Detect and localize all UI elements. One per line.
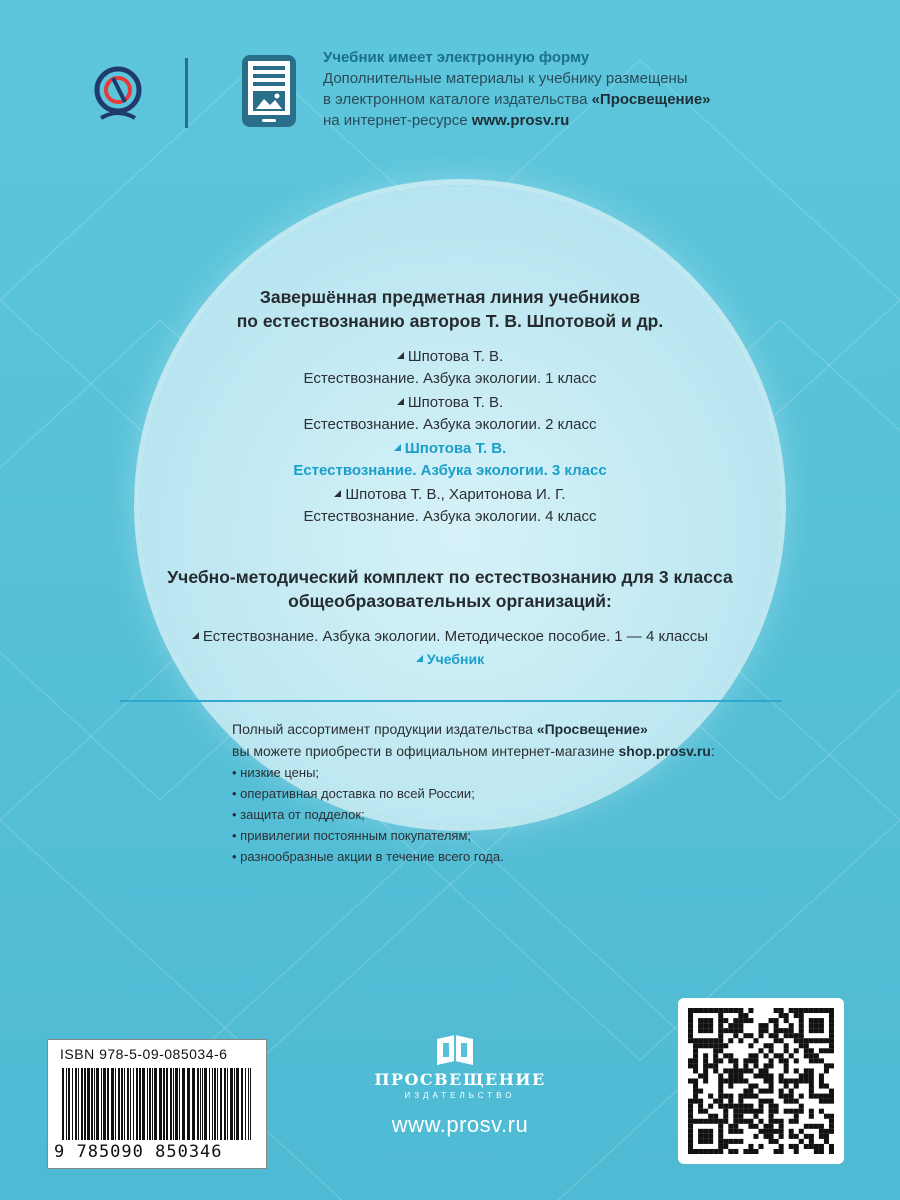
kit-title-line2: общеобразовательных организаций: <box>288 591 612 611</box>
shop-line2: вы можете приобрести в официальном интернет-магазине shop.prosv.ru: <box>232 743 715 759</box>
triangle-bullet-icon <box>394 444 401 451</box>
eform-line2: в электронном каталоге издательства «Просвещение» <box>323 91 711 108</box>
series-title-line2: по естествознанию авторов Т. В. Шпотовой и др. <box>236 311 664 331</box>
book-item <box>0 392 900 436</box>
publisher-name: ПРОСВЕЩЕНИЕ <box>374 1070 546 1089</box>
triangle-bullet-icon <box>397 398 404 405</box>
book-title: Естествознание. Азбука экологии. 3 класс <box>293 462 607 479</box>
section-divider <box>120 700 782 702</box>
isbn-barcode-box <box>47 1039 267 1169</box>
publisher-logo-icon <box>375 1035 535 1071</box>
book-item <box>0 346 900 390</box>
shop-line1: Полный ассортимент продукции издательства «Просвещение» <box>232 721 648 737</box>
eform-line3: на интернет-ресурсе www.prosv.ru <box>323 112 570 129</box>
eform-logo-icon <box>93 60 143 126</box>
kit-item-textbook: Учебник <box>0 648 900 670</box>
book-item <box>0 484 900 528</box>
series-title <box>0 285 900 333</box>
shop-benefit: • разнообразные акции в течение всего года. <box>232 849 504 864</box>
eform-line1: Дополнительные материалы к учебнику размещены <box>323 70 688 87</box>
eform-heading: Учебник имеет электронную форму <box>323 49 590 66</box>
triangle-bullet-icon <box>397 352 404 359</box>
shop-benefit: • низкие цены; <box>232 765 320 780</box>
shop-benefit: • защита от подделок; <box>232 807 365 822</box>
book-author: Шпотова Т. В. <box>404 440 507 457</box>
isbn-digits: 9 785090 850346 <box>54 1142 223 1162</box>
isbn-label: ISBN 978-5-09-085034-6 <box>60 1046 228 1062</box>
book-title: Естествознание. Азбука экологии. 2 класс <box>303 416 597 433</box>
kit-title <box>0 565 900 613</box>
kit-title-line1: Учебно-методический комплект по естествознанию для 3 класса <box>167 567 733 587</box>
triangle-bullet-icon <box>334 490 341 497</box>
kit-item-manual: Естествознание. Азбука экологии. Методическое пособие. 1 — 4 классы <box>0 626 900 648</box>
triangle-bullet-icon <box>192 632 199 639</box>
book-title: Естествознание. Азбука экологии. 1 класс <box>303 370 597 387</box>
book-item-current <box>0 438 900 482</box>
kit-list <box>0 626 900 670</box>
eform-banner <box>0 0 900 165</box>
shop-link[interactable]: shop.prosv.ru <box>618 743 711 759</box>
book-author: Шпотова Т. В., Харитонова И. Г. <box>345 486 566 503</box>
barcode-icon <box>60 1068 256 1142</box>
book-author: Шпотова Т. В. <box>407 348 504 365</box>
shop-benefit: • привилегии постоянным покупателям; <box>232 828 472 843</box>
shop-info <box>232 718 792 867</box>
book-author: Шпотова Т. В. <box>407 394 504 411</box>
publisher-url[interactable]: www.prosv.ru <box>391 1112 529 1137</box>
prosv-link[interactable]: www.prosv.ru <box>471 112 570 129</box>
series-title-line1: Завершённая предметная линия учебников <box>259 287 641 307</box>
series-book-list <box>0 346 900 528</box>
qr-code-icon <box>688 1008 834 1154</box>
eform-text <box>323 47 843 131</box>
book-title: Естествознание. Азбука экологии. 4 класс <box>303 508 597 525</box>
publisher-subtitle: ИЗДАТЕЛЬСТВО <box>404 1091 516 1100</box>
shop-benefit: • оперативная доставка по всей России; <box>232 786 475 801</box>
tablet-icon <box>240 53 298 129</box>
triangle-bullet-icon <box>416 655 423 662</box>
qr-code[interactable] <box>678 998 844 1164</box>
banner-divider <box>185 58 188 128</box>
